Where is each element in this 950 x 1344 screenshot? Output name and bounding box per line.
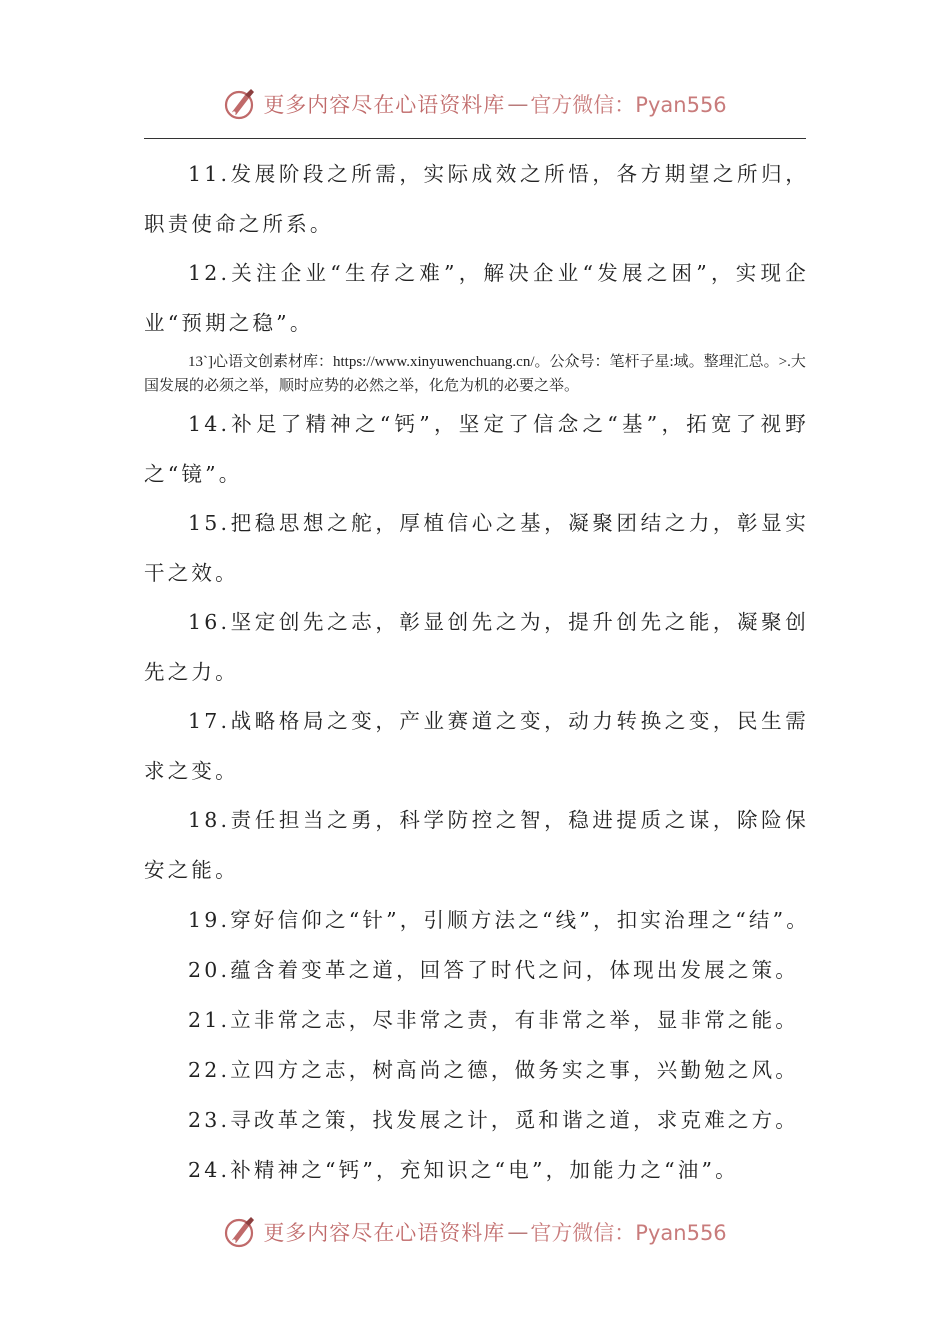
- footer-banner: [0, 1212, 950, 1252]
- list-item-17: 17.战略格局之变，产业赛道之变，动力转换之变，民生需求之变。: [144, 709, 809, 783]
- header-banner: [0, 84, 950, 124]
- list-item-23: 23.寻改革之策，找发展之计，觅和谐之道，求克难之方。: [188, 1108, 800, 1132]
- document-body: [144, 150, 809, 1195]
- list-item-14: 14.补足了精神之“钙”，坚定了信念之“基”，拓宽了视野之“镜”。: [144, 412, 809, 486]
- list-item-20: 20.蕴含着变革之道，回答了时代之问，体现出发展之策。: [188, 958, 800, 982]
- pen-logo-icon: [223, 87, 257, 121]
- list-item-18: 18.责任担当之勇，科学防控之智，稳进提质之谋，除险保安之能。: [144, 808, 809, 882]
- footer-banner-text: 更多内容尽在心语资料库: [263, 1221, 506, 1245]
- list-item-11: 11.发展阶段之所需，实际成效之所悟，各方期望之所归，职责使命之所系。: [144, 162, 809, 236]
- list-item-19: 19.穿好信仰之“针”，引顺方法之“线”，扣实治理之“结”。: [188, 908, 810, 932]
- list-item-21: 21.立非常之志，尽非常之责，有非常之举，显非常之能。: [188, 1008, 800, 1032]
- list-item-24: 24.补精神之“钙”，充知识之“电”，加能力之“油”。: [188, 1158, 739, 1182]
- header-banner-text: 更多内容尽在心语资料库: [263, 93, 506, 117]
- list-item-13: 13`]心语文创素材库：https://www.xinyuwenchuang.cn/。公众号：笔杆子星:域。整理汇总。>.大国发展的必须之举，顺时应势的必然之举，化危为机的必要之举。: [144, 354, 806, 394]
- header-banner-separator: —: [507, 92, 529, 116]
- footer-banner-separator: —: [507, 1220, 529, 1244]
- header-wechat-id: 官方微信：Pyan556: [530, 93, 727, 117]
- list-item-22: 22.立四方之志，树高尚之德，做务实之事，兴勤勉之风。: [188, 1058, 800, 1082]
- list-item-12: 12.关注企业“生存之难”，解决企业“发展之困”，实现企业“预期之稳”。: [144, 261, 809, 335]
- list-item-15: 15.把稳思想之舵，厚植信心之基，凝聚团结之力，彰显实干之效。: [144, 511, 809, 585]
- header-rule: [144, 138, 806, 139]
- list-item-16: 16.坚定创先之志，彰显创先之为，提升创先之能，凝聚创先之力。: [144, 610, 809, 684]
- pen-logo-icon: [223, 1215, 257, 1249]
- footer-wechat-id: 官方微信：Pyan556: [530, 1221, 727, 1245]
